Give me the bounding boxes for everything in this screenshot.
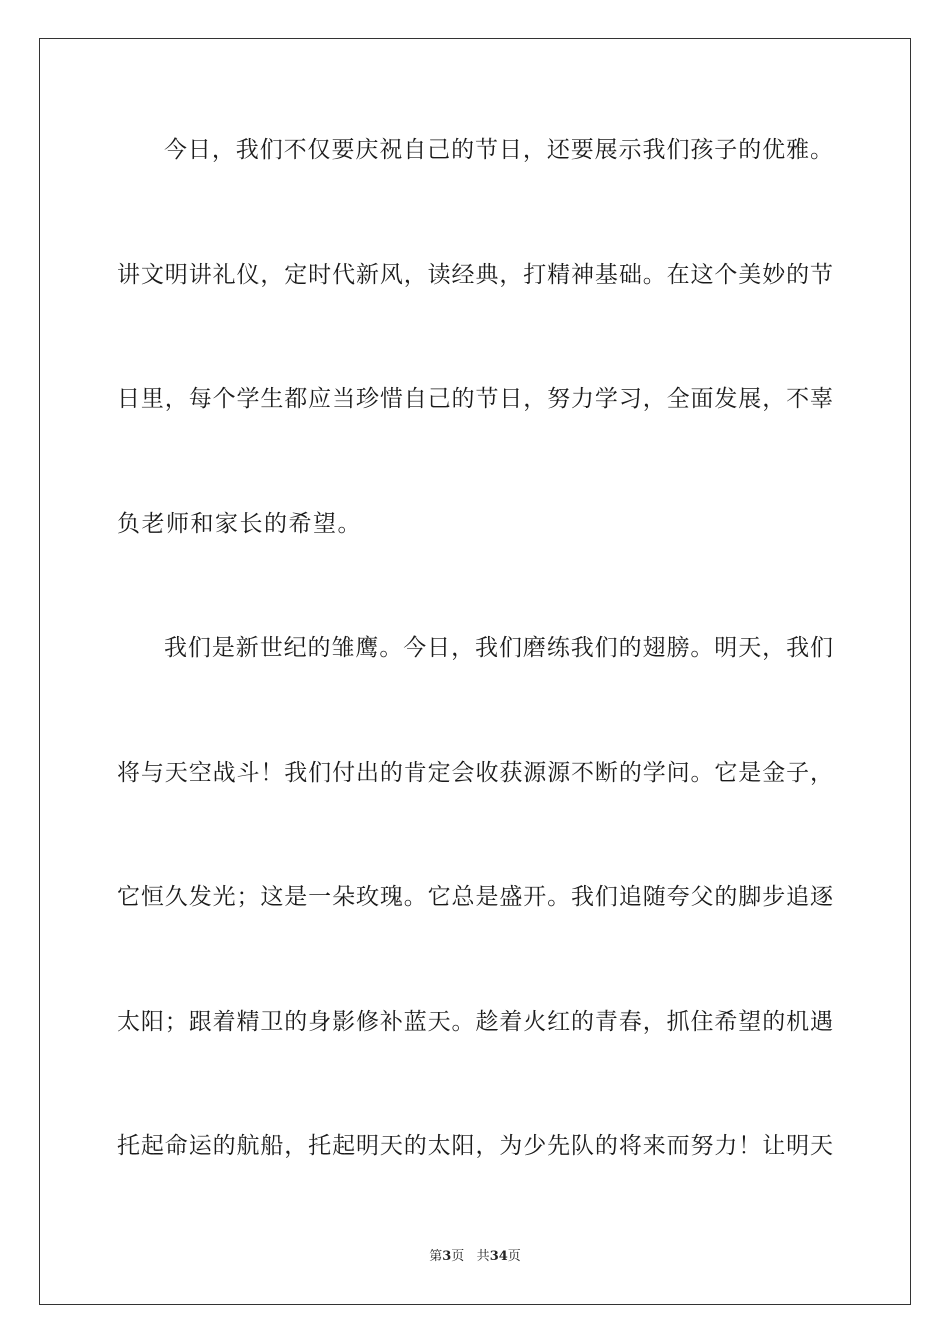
paragraph-2-line-4: 太阳；跟着精卫的身影修补蓝天。趁着火红的青春，抓住希望的机遇 xyxy=(117,1009,833,1035)
paragraph-1-line-3: 日里，每个学生都应当珍惜自己的节日，努力学习，全面发展，不辜 xyxy=(117,386,833,412)
footer-total-prefix: 共 xyxy=(476,1249,490,1264)
paragraph-1-line-2: 讲文明讲礼仪，定时代新风，读经典，打精神基础。在这个美妙的节 xyxy=(117,262,833,288)
current-page-number: 3 xyxy=(442,1249,452,1264)
paragraph-1-line-4: 负老师和家长的希望。 xyxy=(117,511,362,537)
paragraph-1-line-1: 今日，我们不仅要庆祝自己的节日，还要展示我们孩子的优雅。 xyxy=(164,137,833,163)
footer-total-suffix: 页 xyxy=(507,1249,521,1264)
page-footer xyxy=(0,1248,950,1266)
total-pages-number: 34 xyxy=(489,1249,508,1264)
page-frame xyxy=(39,38,911,1305)
paragraph-2-line-3: 它恒久发光；这是一朵玫瑰。它总是盛开。我们追随夸父的脚步追逐 xyxy=(117,884,833,910)
paragraph-2-line-1: 我们是新世纪的雏鹰。今日，我们磨练我们的翅膀。明天，我们 xyxy=(164,635,833,661)
paragraph-2-line-5: 托起命运的航船，托起明天的太阳，为少先队的将来而努力！让明天 xyxy=(117,1133,833,1159)
paragraph-2-line-2: 将与天空战斗！我们付出的肯定会收获源源不断的学问。它是金子， xyxy=(117,760,833,786)
footer-prefix: 第 xyxy=(429,1249,443,1264)
footer-page-suffix: 页 xyxy=(451,1249,465,1264)
